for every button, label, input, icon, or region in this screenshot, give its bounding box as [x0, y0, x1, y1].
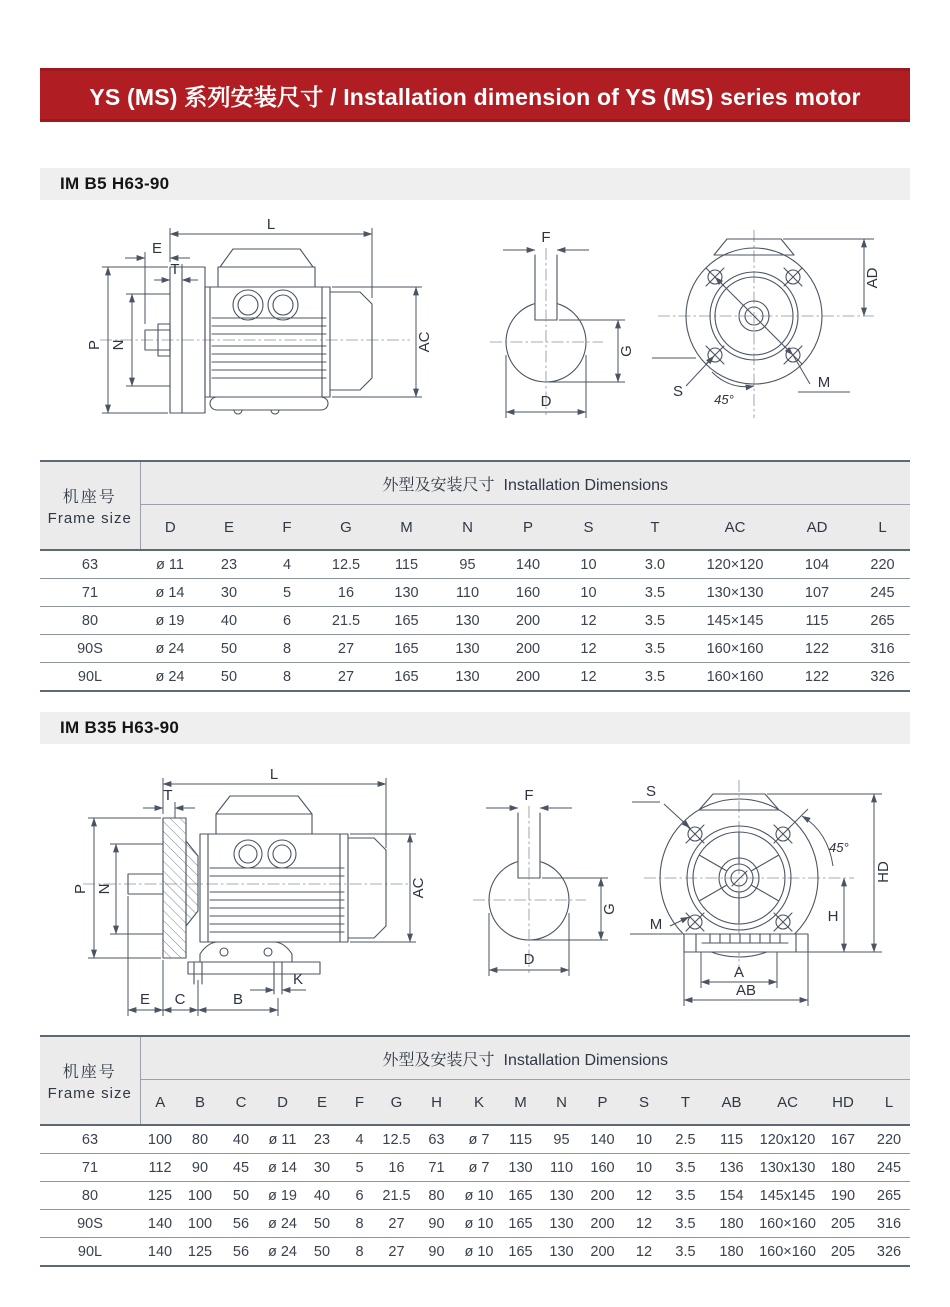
dimension-cell: 125: [140, 1182, 180, 1210]
dimension-cell: 8: [258, 635, 316, 663]
dimension-cell: 4: [258, 550, 316, 579]
dimension-cell: ø 24: [262, 1210, 303, 1238]
dim-label-ad: AD: [864, 267, 881, 289]
dim-label-n: N: [96, 883, 113, 895]
installation-dimensions-header: 外型及安装尺寸 Installation Dimensions: [140, 1036, 910, 1080]
dimension-cell: 160×160: [757, 1210, 818, 1238]
dimension-cell: 6: [341, 1182, 378, 1210]
dimension-cell: 160×160: [691, 635, 779, 663]
table-row: [40, 1210, 910, 1238]
dimension-cell: 165: [500, 1210, 541, 1238]
section-header-imb35: [40, 712, 910, 744]
dimension-cell: ø 24: [140, 663, 200, 692]
dimension-cell: 265: [868, 1182, 910, 1210]
dimension-cell: ø 10: [458, 1238, 500, 1267]
dimension-cell: ø 14: [140, 579, 200, 607]
dimension-cell: 80: [415, 1182, 458, 1210]
column-header-ab: AB: [706, 1080, 757, 1126]
dimension-cell: 205: [818, 1210, 868, 1238]
dimension-cell: 180: [818, 1154, 868, 1182]
dimension-cell: 165: [500, 1238, 541, 1267]
dim-label-s: S: [672, 383, 684, 400]
dimension-cell: 80: [180, 1125, 220, 1154]
dimension-cell: 2.5: [665, 1125, 706, 1154]
dimension-cell: 140: [140, 1238, 180, 1267]
dimension-cell: 245: [868, 1154, 910, 1182]
dimension-cell: 130x130: [757, 1154, 818, 1182]
dim-label-k: K: [292, 971, 304, 988]
dim-label-b: B: [232, 991, 244, 1008]
dimension-cell: 200: [582, 1238, 623, 1267]
dim-label-hd: HD: [875, 861, 892, 883]
dimension-cell: 3.5: [665, 1154, 706, 1182]
dimension-cell: 104: [779, 550, 855, 579]
page-title: YS (MS) 系列安装尺寸 / Installation dimension of YS (MS) series motor: [89, 83, 861, 110]
dimension-lines: [102, 228, 422, 413]
dim-label-ab: AB: [735, 982, 757, 999]
b5-shaft-section-drawing: [485, 220, 645, 425]
dimension-cell: ø 10: [458, 1210, 500, 1238]
table-row: [40, 1154, 910, 1182]
table-row: [40, 1238, 910, 1267]
dimension-cell: 45: [220, 1154, 262, 1182]
dim-label-n: N: [110, 339, 127, 351]
dimension-cell: 8: [341, 1210, 378, 1238]
column-header-d: D: [140, 505, 200, 551]
frame-size-cell: 71: [40, 1154, 140, 1182]
dimension-cell: 3.5: [665, 1182, 706, 1210]
dimension-cell: 160: [582, 1154, 623, 1182]
dimension-cell: 12: [623, 1238, 665, 1267]
dimension-cell: ø 14: [262, 1154, 303, 1182]
dim-label-f: F: [541, 229, 551, 246]
dimension-cell: 8: [341, 1238, 378, 1267]
dim-label-d: D: [540, 393, 552, 410]
dimension-cell: 3.5: [619, 635, 691, 663]
dimension-cell: 136: [706, 1154, 757, 1182]
dimension-cell: 40: [303, 1182, 341, 1210]
dimension-cell: 90: [415, 1210, 458, 1238]
dimension-cell: 90: [415, 1238, 458, 1267]
dimension-cell: 56: [220, 1210, 262, 1238]
dim-label-e: E: [151, 240, 163, 257]
dimension-cell: 50: [200, 663, 258, 692]
frame-size-cell: 90S: [40, 1210, 140, 1238]
dimension-cell: 10: [558, 579, 619, 607]
frame-size-header: 机座号 Frame size: [40, 461, 140, 550]
dimension-cell: 120×120: [691, 550, 779, 579]
dim-label-p: P: [72, 883, 89, 895]
frame-size-cell: 80: [40, 1182, 140, 1210]
column-header-l: L: [868, 1080, 910, 1126]
dimension-cell: 115: [779, 607, 855, 635]
dimension-cell: 100: [180, 1210, 220, 1238]
dimension-cell: 12: [623, 1182, 665, 1210]
column-header-ac: AC: [757, 1080, 818, 1126]
column-header-h: H: [415, 1080, 458, 1126]
dimension-cell: 3.0: [619, 550, 691, 579]
dimension-cell: 200: [498, 663, 558, 692]
dim-label-p: P: [86, 339, 103, 351]
frame-size-cell: 90L: [40, 1238, 140, 1267]
dimension-cell: 130: [376, 579, 437, 607]
dimension-cell: 200: [582, 1210, 623, 1238]
column-header-m: M: [376, 505, 437, 551]
frame-size-cell: 90S: [40, 635, 140, 663]
column-header-d: D: [262, 1080, 303, 1126]
dimension-lines: [486, 808, 608, 976]
dim-label-e: E: [139, 991, 151, 1008]
dimension-cell: 326: [855, 663, 910, 692]
dimension-cell: 90: [180, 1154, 220, 1182]
motor-outline: [128, 796, 386, 994]
dim-label-c: C: [174, 991, 186, 1008]
b5-side-view-drawing: [70, 212, 470, 452]
dimension-cell: 130: [500, 1154, 541, 1182]
dimension-cell: 27: [316, 663, 376, 692]
frame-size-cell: 63: [40, 1125, 140, 1154]
dim-label-d: D: [523, 951, 535, 968]
dimension-cell: 160×160: [691, 663, 779, 692]
dimension-cell: 205: [818, 1238, 868, 1267]
dim-label-45deg: 45°: [829, 840, 849, 855]
dimension-cell: 145x145: [757, 1182, 818, 1210]
dim-label-g: G: [601, 903, 618, 915]
column-header-g: G: [378, 1080, 415, 1126]
dimension-cell: 180: [706, 1238, 757, 1267]
dimension-cell: 265: [855, 607, 910, 635]
dim-label-h: H: [827, 908, 839, 925]
dimension-cell: 5: [258, 579, 316, 607]
dimension-cell: 145×145: [691, 607, 779, 635]
dimension-cell: 50: [303, 1210, 341, 1238]
b35-dimension-table: [40, 1035, 910, 1267]
column-header-a: A: [140, 1080, 180, 1126]
dim-label-l: L: [269, 766, 279, 783]
dimension-cell: 110: [541, 1154, 582, 1182]
dimension-cell: 95: [437, 550, 498, 579]
column-header-f: F: [341, 1080, 378, 1126]
dimension-cell: 3.5: [619, 663, 691, 692]
dim-label-s: S: [645, 783, 657, 800]
dim-label-ac: AC: [410, 877, 427, 899]
dimension-cell: 125: [180, 1238, 220, 1267]
dimension-cell: 6: [258, 607, 316, 635]
column-header-e: E: [200, 505, 258, 551]
dimension-cell: 3.5: [665, 1238, 706, 1267]
dimension-cell: ø 19: [140, 607, 200, 635]
dimension-cell: 30: [200, 579, 258, 607]
column-header-c: C: [220, 1080, 262, 1126]
dim-label-l: L: [266, 216, 276, 233]
dim-label-t: T: [163, 787, 173, 804]
table-row: [40, 1125, 910, 1154]
dim-label-g: G: [618, 345, 635, 357]
column-header-e: E: [303, 1080, 341, 1126]
b35-front-view-drawing: [626, 766, 948, 1018]
dim-label-a: A: [733, 964, 745, 981]
column-header-ac: AC: [691, 505, 779, 551]
table-row: [40, 579, 910, 607]
dimension-cell: 23: [303, 1125, 341, 1154]
dimension-cell: 100: [140, 1125, 180, 1154]
dimension-cell: 3.5: [665, 1210, 706, 1238]
dim-label-m: M: [649, 916, 663, 933]
column-header-g: G: [316, 505, 376, 551]
table-row: [40, 1182, 910, 1210]
dim-label-45deg: 45°: [714, 392, 734, 407]
dimension-cell: 50: [303, 1238, 341, 1267]
section-header-imb5: [40, 168, 910, 200]
dimension-cell: 40: [200, 607, 258, 635]
dimension-cell: 120x120: [757, 1125, 818, 1154]
dimension-cell: 154: [706, 1182, 757, 1210]
b35-side-view-drawing: [58, 766, 478, 1018]
dimension-cell: 165: [376, 607, 437, 635]
dimension-cell: 130: [541, 1210, 582, 1238]
frame-size-cell: 80: [40, 607, 140, 635]
dimension-cell: 326: [868, 1238, 910, 1267]
column-header-p: P: [582, 1080, 623, 1126]
dimension-cell: 16: [316, 579, 376, 607]
section-heading: IM B35 H63-90: [60, 718, 180, 737]
dimension-cell: 110: [437, 579, 498, 607]
table-row: [40, 550, 910, 579]
dimension-cell: 200: [498, 607, 558, 635]
dimension-cell: ø 24: [262, 1238, 303, 1267]
dimension-cell: 112: [140, 1154, 180, 1182]
column-header-n: N: [437, 505, 498, 551]
dimension-cell: 100: [180, 1182, 220, 1210]
dimension-cell: 115: [500, 1125, 541, 1154]
column-header-f: F: [258, 505, 316, 551]
dimension-cell: 27: [378, 1210, 415, 1238]
dimension-cell: 122: [779, 635, 855, 663]
dimension-cell: 21.5: [316, 607, 376, 635]
b35-shaft-section-drawing: [468, 778, 628, 983]
dimension-cell: 21.5: [378, 1182, 415, 1210]
b5-front-view-drawing: [652, 216, 944, 442]
dimension-cell: 63: [415, 1125, 458, 1154]
dimension-cell: 245: [855, 579, 910, 607]
frame-size-cell: 71: [40, 579, 140, 607]
dimension-cell: 27: [378, 1238, 415, 1267]
dimension-cell: 130: [541, 1182, 582, 1210]
dimension-cell: 316: [855, 635, 910, 663]
dim-label-ac: AC: [416, 331, 433, 353]
table-row: [40, 607, 910, 635]
dimension-cell: 115: [376, 550, 437, 579]
dimension-cell: 130: [437, 635, 498, 663]
column-header-b: B: [180, 1080, 220, 1126]
dimension-cell: 71: [415, 1154, 458, 1182]
dimension-cell: 220: [855, 550, 910, 579]
dimension-cell: 220: [868, 1125, 910, 1154]
dimension-cell: 5: [341, 1154, 378, 1182]
dimension-cell: ø 7: [458, 1125, 500, 1154]
dimension-cell: 10: [623, 1125, 665, 1154]
dimension-lines: [503, 250, 625, 418]
dimension-cell: 4: [341, 1125, 378, 1154]
dimension-cell: 122: [779, 663, 855, 692]
column-header-s: S: [558, 505, 619, 551]
dimension-cell: 10: [623, 1154, 665, 1182]
dimension-cell: 200: [498, 635, 558, 663]
column-header-p: P: [498, 505, 558, 551]
dim-label-f: F: [524, 787, 534, 804]
title-banner: [40, 68, 910, 122]
dimension-cell: 160×160: [757, 1238, 818, 1267]
dimension-cell: 10: [558, 550, 619, 579]
table-row: [40, 663, 910, 692]
frame-size-cell: 63: [40, 550, 140, 579]
dimension-cell: 23: [200, 550, 258, 579]
dimension-cell: 140: [582, 1125, 623, 1154]
column-header-t: T: [619, 505, 691, 551]
dimension-lines: [630, 794, 882, 1006]
dimension-cell: 30: [303, 1154, 341, 1182]
dimension-cell: 130: [541, 1238, 582, 1267]
dimension-cell: 27: [316, 635, 376, 663]
column-header-l: L: [855, 505, 910, 551]
section-heading: IM B5 H63-90: [60, 174, 170, 193]
frame-size-header: 机座号 Frame size: [40, 1036, 140, 1125]
column-header-k: K: [458, 1080, 500, 1126]
dimension-cell: 3.5: [619, 607, 691, 635]
dimension-cell: 130: [437, 663, 498, 692]
dimension-cell: 3.5: [619, 579, 691, 607]
dimension-cell: 56: [220, 1238, 262, 1267]
dimension-cell: 167: [818, 1125, 868, 1154]
dimension-cell: 140: [498, 550, 558, 579]
column-header-s: S: [623, 1080, 665, 1126]
dimension-cell: 12: [623, 1210, 665, 1238]
installation-dimensions-header: 外型及安装尺寸 Installation Dimensions: [140, 461, 910, 505]
dimension-cell: 316: [868, 1210, 910, 1238]
dimension-cell: ø 7: [458, 1154, 500, 1182]
dimension-cell: 165: [376, 663, 437, 692]
dimension-cell: 40: [220, 1125, 262, 1154]
dimension-cell: 130: [437, 607, 498, 635]
dimension-cell: 130×130: [691, 579, 779, 607]
dimension-cell: 165: [376, 635, 437, 663]
dimension-cell: 95: [541, 1125, 582, 1154]
b5-dimension-table: [40, 460, 910, 692]
dimension-cell: 50: [220, 1182, 262, 1210]
table-row: [40, 635, 910, 663]
column-header-t: T: [665, 1080, 706, 1126]
dimension-cell: 12.5: [316, 550, 376, 579]
dimension-cell: 160: [498, 579, 558, 607]
dimension-cell: 115: [706, 1125, 757, 1154]
dimension-cell: 12: [558, 635, 619, 663]
dimension-cell: 107: [779, 579, 855, 607]
dimension-cell: ø 11: [140, 550, 200, 579]
dimension-cell: 12: [558, 663, 619, 692]
dim-label-m: M: [817, 374, 831, 391]
dimension-cell: 190: [818, 1182, 868, 1210]
dimension-cell: ø 10: [458, 1182, 500, 1210]
dimension-cell: 12.5: [378, 1125, 415, 1154]
column-header-hd: HD: [818, 1080, 868, 1126]
column-header-n: N: [541, 1080, 582, 1126]
dimension-cell: 140: [140, 1210, 180, 1238]
column-header-m: M: [500, 1080, 541, 1126]
dimension-cell: 180: [706, 1210, 757, 1238]
dimension-cell: ø 19: [262, 1182, 303, 1210]
dimension-cell: 12: [558, 607, 619, 635]
dimension-cell: 165: [500, 1182, 541, 1210]
dimension-cell: 50: [200, 635, 258, 663]
dimension-cell: 8: [258, 663, 316, 692]
dimension-cell: ø 11: [262, 1125, 303, 1154]
dimension-cell: ø 24: [140, 635, 200, 663]
dimension-cell: 16: [378, 1154, 415, 1182]
dimension-cell: 200: [582, 1182, 623, 1210]
column-header-ad: AD: [779, 505, 855, 551]
frame-size-cell: 90L: [40, 663, 140, 692]
dim-label-t: T: [170, 261, 180, 278]
